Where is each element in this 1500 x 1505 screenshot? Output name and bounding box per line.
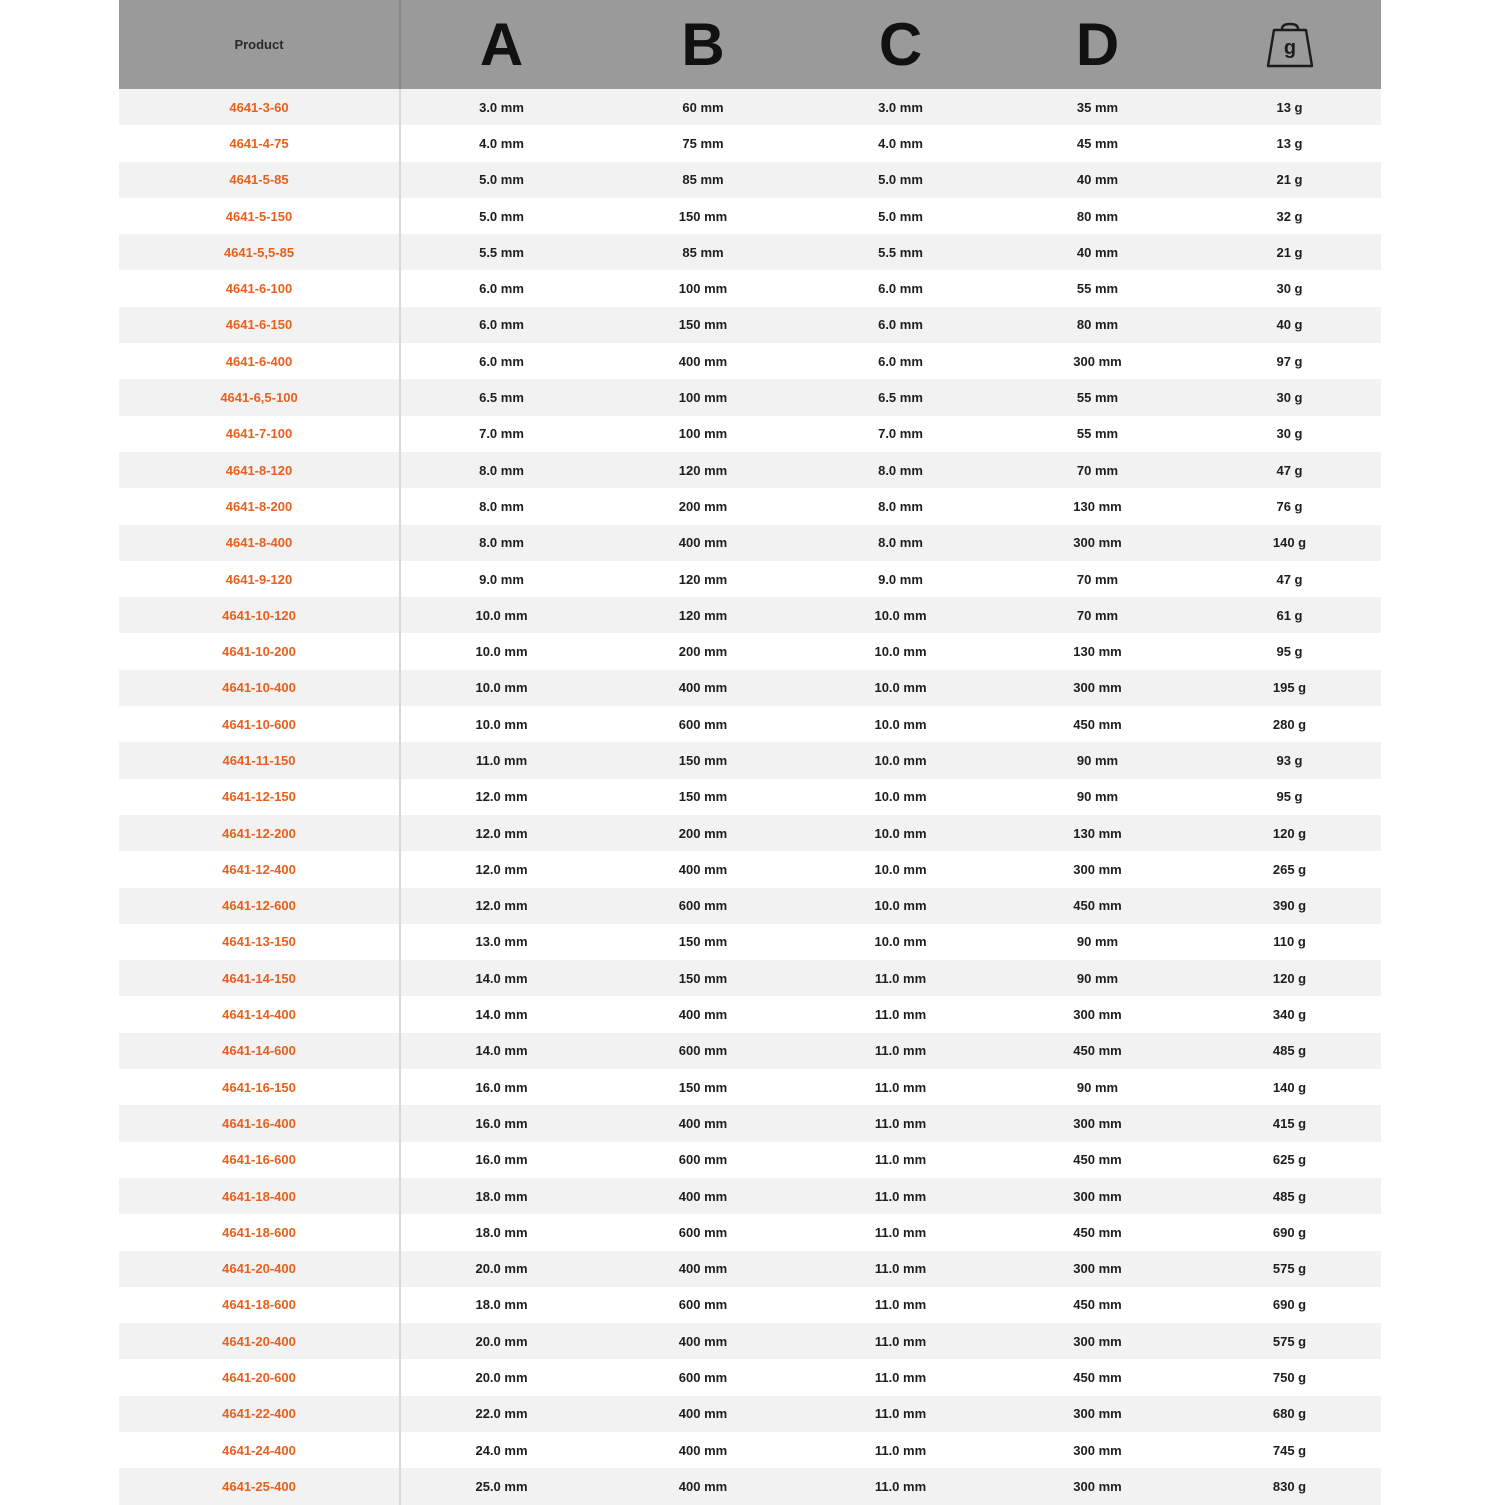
value-b: 400 mm	[602, 1468, 804, 1504]
table-row	[119, 1069, 1381, 1105]
table-row	[119, 815, 1381, 851]
header-a: A	[400, 0, 602, 89]
value-b: 600 mm	[602, 1287, 804, 1323]
value-a: 6.5 mm	[400, 379, 602, 415]
product-code[interactable]: 4641-16-600	[119, 1142, 400, 1178]
product-code[interactable]: 4641-6-150	[119, 307, 400, 343]
value-d: 300 mm	[997, 1468, 1198, 1504]
value-weight: 13 g	[1198, 125, 1381, 161]
value-weight: 575 g	[1198, 1251, 1381, 1287]
table-row	[119, 851, 1381, 887]
value-d: 70 mm	[997, 561, 1198, 597]
value-weight: 340 g	[1198, 996, 1381, 1032]
table-row	[119, 1033, 1381, 1069]
value-b: 200 mm	[602, 488, 804, 524]
value-a: 16.0 mm	[400, 1142, 602, 1178]
value-weight: 76 g	[1198, 488, 1381, 524]
product-code[interactable]: 4641-10-400	[119, 670, 400, 706]
product-code[interactable]: 4641-4-75	[119, 125, 400, 161]
value-d: 55 mm	[997, 416, 1198, 452]
value-weight: 140 g	[1198, 525, 1381, 561]
value-b: 400 mm	[602, 851, 804, 887]
table-row	[119, 1287, 1381, 1323]
table-row	[119, 1105, 1381, 1141]
value-b: 60 mm	[602, 89, 804, 125]
value-a: 11.0 mm	[400, 742, 602, 778]
value-weight: 21 g	[1198, 162, 1381, 198]
value-b: 85 mm	[602, 162, 804, 198]
value-d: 300 mm	[997, 851, 1198, 887]
value-b: 400 mm	[602, 1323, 804, 1359]
value-a: 16.0 mm	[400, 1069, 602, 1105]
value-weight: 625 g	[1198, 1142, 1381, 1178]
value-d: 300 mm	[997, 1396, 1198, 1432]
value-b: 400 mm	[602, 1432, 804, 1468]
header-weight	[1198, 0, 1381, 89]
value-weight: 575 g	[1198, 1323, 1381, 1359]
spec-table	[119, 0, 1381, 1505]
product-code[interactable]: 4641-18-600	[119, 1214, 400, 1250]
value-b: 400 mm	[602, 343, 804, 379]
value-d: 90 mm	[997, 1069, 1198, 1105]
value-a: 20.0 mm	[400, 1359, 602, 1395]
product-code[interactable]: 4641-5,5-85	[119, 234, 400, 270]
value-a: 3.0 mm	[400, 89, 602, 125]
product-code[interactable]: 4641-5-85	[119, 162, 400, 198]
product-code[interactable]: 4641-14-600	[119, 1033, 400, 1069]
value-b: 120 mm	[602, 561, 804, 597]
value-weight: 750 g	[1198, 1359, 1381, 1395]
value-d: 300 mm	[997, 1323, 1198, 1359]
value-weight: 110 g	[1198, 924, 1381, 960]
value-d: 450 mm	[997, 1287, 1198, 1323]
product-code[interactable]: 4641-6-100	[119, 270, 400, 306]
value-b: 85 mm	[602, 234, 804, 270]
product-code[interactable]: 4641-3-60	[119, 89, 400, 125]
table-row	[119, 1396, 1381, 1432]
value-c: 10.0 mm	[804, 670, 997, 706]
table-row	[119, 924, 1381, 960]
weight-icon-glyph: g	[1283, 36, 1296, 59]
product-code[interactable]: 4641-6,5-100	[119, 379, 400, 415]
table-row	[119, 125, 1381, 161]
header-d: D	[997, 0, 1198, 89]
value-weight: 47 g	[1198, 452, 1381, 488]
value-d: 90 mm	[997, 924, 1198, 960]
table-row	[119, 1359, 1381, 1395]
table-row	[119, 488, 1381, 524]
value-weight: 830 g	[1198, 1468, 1381, 1504]
value-b: 200 mm	[602, 815, 804, 851]
value-c: 11.0 mm	[804, 1359, 997, 1395]
value-c: 10.0 mm	[804, 706, 997, 742]
value-weight: 21 g	[1198, 234, 1381, 270]
value-b: 600 mm	[602, 706, 804, 742]
table-row	[119, 162, 1381, 198]
table-row	[119, 706, 1381, 742]
value-a: 16.0 mm	[400, 1105, 602, 1141]
value-c: 11.0 mm	[804, 1396, 997, 1432]
value-weight: 95 g	[1198, 779, 1381, 815]
value-weight: 93 g	[1198, 742, 1381, 778]
product-code[interactable]: 4641-10-200	[119, 633, 400, 669]
value-b: 600 mm	[602, 1359, 804, 1395]
value-b: 150 mm	[602, 924, 804, 960]
value-d: 45 mm	[997, 125, 1198, 161]
table-row	[119, 307, 1381, 343]
value-b: 100 mm	[602, 379, 804, 415]
value-a: 20.0 mm	[400, 1251, 602, 1287]
product-code[interactable]: 4641-8-200	[119, 488, 400, 524]
value-a: 12.0 mm	[400, 815, 602, 851]
header-c: C	[804, 0, 997, 89]
table-row	[119, 1432, 1381, 1468]
value-a: 20.0 mm	[400, 1323, 602, 1359]
product-code[interactable]: 4641-20-600	[119, 1359, 400, 1395]
product-code[interactable]: 4641-8-400	[119, 525, 400, 561]
value-c: 10.0 mm	[804, 597, 997, 633]
value-d: 40 mm	[997, 234, 1198, 270]
value-a: 8.0 mm	[400, 452, 602, 488]
table-row	[119, 742, 1381, 778]
table-row	[119, 343, 1381, 379]
value-c: 11.0 mm	[804, 1069, 997, 1105]
value-a: 7.0 mm	[400, 416, 602, 452]
value-c: 11.0 mm	[804, 996, 997, 1032]
value-d: 90 mm	[997, 960, 1198, 996]
value-b: 75 mm	[602, 125, 804, 161]
table-row	[119, 779, 1381, 815]
header-row	[119, 0, 1381, 89]
product-code[interactable]: 4641-6-400	[119, 343, 400, 379]
value-a: 22.0 mm	[400, 1396, 602, 1432]
table-row	[119, 1251, 1381, 1287]
product-code[interactable]: 4641-25-400	[119, 1468, 400, 1504]
value-a: 18.0 mm	[400, 1287, 602, 1323]
value-b: 400 mm	[602, 1178, 804, 1214]
product-code[interactable]: 4641-12-400	[119, 851, 400, 887]
value-weight: 415 g	[1198, 1105, 1381, 1141]
value-a: 18.0 mm	[400, 1214, 602, 1250]
value-weight: 690 g	[1198, 1287, 1381, 1323]
product-code[interactable]: 4641-16-150	[119, 1069, 400, 1105]
value-c: 9.0 mm	[804, 561, 997, 597]
value-c: 10.0 mm	[804, 779, 997, 815]
value-weight: 690 g	[1198, 1214, 1381, 1250]
value-weight: 30 g	[1198, 379, 1381, 415]
value-b: 150 mm	[602, 779, 804, 815]
value-c: 3.0 mm	[804, 89, 997, 125]
table-row	[119, 1468, 1381, 1504]
table-row	[119, 270, 1381, 306]
value-c: 10.0 mm	[804, 888, 997, 924]
product-code[interactable]: 4641-12-200	[119, 815, 400, 851]
value-b: 400 mm	[602, 525, 804, 561]
table-row	[119, 960, 1381, 996]
value-d: 300 mm	[997, 670, 1198, 706]
value-a: 5.0 mm	[400, 162, 602, 198]
value-c: 10.0 mm	[804, 742, 997, 778]
value-b: 400 mm	[602, 1396, 804, 1432]
value-b: 150 mm	[602, 742, 804, 778]
value-a: 13.0 mm	[400, 924, 602, 960]
value-d: 80 mm	[997, 198, 1198, 234]
table-row	[119, 597, 1381, 633]
value-weight: 120 g	[1198, 815, 1381, 851]
product-code[interactable]: 4641-16-400	[119, 1105, 400, 1141]
value-c: 6.5 mm	[804, 379, 997, 415]
value-weight: 32 g	[1198, 198, 1381, 234]
value-b: 150 mm	[602, 198, 804, 234]
value-c: 5.0 mm	[804, 162, 997, 198]
value-weight: 120 g	[1198, 960, 1381, 996]
value-c: 11.0 mm	[804, 1468, 997, 1504]
value-c: 11.0 mm	[804, 1432, 997, 1468]
table-row	[119, 379, 1381, 415]
value-weight: 13 g	[1198, 89, 1381, 125]
value-weight: 280 g	[1198, 706, 1381, 742]
product-code[interactable]: 4641-10-120	[119, 597, 400, 633]
value-d: 80 mm	[997, 307, 1198, 343]
value-a: 12.0 mm	[400, 779, 602, 815]
value-c: 4.0 mm	[804, 125, 997, 161]
product-code[interactable]: 4641-5-150	[119, 198, 400, 234]
value-d: 300 mm	[997, 343, 1198, 379]
value-weight: 390 g	[1198, 888, 1381, 924]
weight-icon	[1265, 21, 1315, 69]
product-code[interactable]: 4641-12-150	[119, 779, 400, 815]
value-weight: 195 g	[1198, 670, 1381, 706]
value-a: 8.0 mm	[400, 488, 602, 524]
value-weight: 485 g	[1198, 1178, 1381, 1214]
value-b: 120 mm	[602, 452, 804, 488]
value-c: 6.0 mm	[804, 343, 997, 379]
product-code[interactable]: 4641-13-150	[119, 924, 400, 960]
value-c: 10.0 mm	[804, 851, 997, 887]
value-d: 300 mm	[997, 1432, 1198, 1468]
value-b: 150 mm	[602, 960, 804, 996]
product-code[interactable]: 4641-20-400	[119, 1251, 400, 1287]
table-body	[119, 89, 1381, 1505]
value-d: 90 mm	[997, 779, 1198, 815]
value-d: 55 mm	[997, 270, 1198, 306]
table-row	[119, 888, 1381, 924]
value-c: 11.0 mm	[804, 960, 997, 996]
table-header	[119, 0, 1381, 89]
product-code[interactable]: 4641-22-400	[119, 1396, 400, 1432]
value-d: 70 mm	[997, 452, 1198, 488]
value-d: 450 mm	[997, 1359, 1198, 1395]
value-weight: 140 g	[1198, 1069, 1381, 1105]
table-row	[119, 1214, 1381, 1250]
value-c: 11.0 mm	[804, 1323, 997, 1359]
value-b: 400 mm	[602, 670, 804, 706]
table-row	[119, 561, 1381, 597]
table-row	[119, 452, 1381, 488]
product-code[interactable]: 4641-12-600	[119, 888, 400, 924]
value-c: 11.0 mm	[804, 1105, 997, 1141]
value-weight: 265 g	[1198, 851, 1381, 887]
value-d: 450 mm	[997, 706, 1198, 742]
value-d: 300 mm	[997, 1178, 1198, 1214]
value-b: 400 mm	[602, 996, 804, 1032]
value-a: 10.0 mm	[400, 670, 602, 706]
value-d: 55 mm	[997, 379, 1198, 415]
value-b: 100 mm	[602, 270, 804, 306]
value-c: 11.0 mm	[804, 1142, 997, 1178]
value-c: 7.0 mm	[804, 416, 997, 452]
product-code[interactable]: 4641-14-150	[119, 960, 400, 996]
value-c: 10.0 mm	[804, 633, 997, 669]
value-c: 8.0 mm	[804, 488, 997, 524]
value-weight: 97 g	[1198, 343, 1381, 379]
value-d: 130 mm	[997, 815, 1198, 851]
value-c: 5.0 mm	[804, 198, 997, 234]
value-a: 9.0 mm	[400, 561, 602, 597]
value-b: 100 mm	[602, 416, 804, 452]
table-row	[119, 1178, 1381, 1214]
table-row	[119, 89, 1381, 125]
value-a: 6.0 mm	[400, 343, 602, 379]
value-d: 40 mm	[997, 162, 1198, 198]
value-a: 12.0 mm	[400, 888, 602, 924]
value-d: 35 mm	[997, 89, 1198, 125]
value-a: 6.0 mm	[400, 307, 602, 343]
value-d: 450 mm	[997, 1033, 1198, 1069]
table-row	[119, 416, 1381, 452]
value-weight: 30 g	[1198, 270, 1381, 306]
value-a: 14.0 mm	[400, 996, 602, 1032]
value-d: 300 mm	[997, 1251, 1198, 1287]
value-b: 600 mm	[602, 888, 804, 924]
value-b: 600 mm	[602, 1142, 804, 1178]
value-a: 12.0 mm	[400, 851, 602, 887]
value-c: 6.0 mm	[804, 307, 997, 343]
value-b: 150 mm	[602, 307, 804, 343]
table-row	[119, 670, 1381, 706]
value-d: 90 mm	[997, 742, 1198, 778]
value-weight: 40 g	[1198, 307, 1381, 343]
value-d: 300 mm	[997, 525, 1198, 561]
value-a: 18.0 mm	[400, 1178, 602, 1214]
value-a: 5.0 mm	[400, 198, 602, 234]
product-code[interactable]: 4641-14-400	[119, 996, 400, 1032]
table-row	[119, 525, 1381, 561]
value-weight: 485 g	[1198, 1033, 1381, 1069]
value-d: 300 mm	[997, 1105, 1198, 1141]
table-row	[119, 1323, 1381, 1359]
table-row	[119, 234, 1381, 270]
table-row	[119, 198, 1381, 234]
product-code[interactable]: 4641-7-100	[119, 416, 400, 452]
value-c: 8.0 mm	[804, 452, 997, 488]
value-b: 600 mm	[602, 1214, 804, 1250]
product-code[interactable]: 4641-18-400	[119, 1178, 400, 1214]
value-d: 130 mm	[997, 633, 1198, 669]
table-row	[119, 633, 1381, 669]
value-c: 11.0 mm	[804, 1214, 997, 1250]
product-code[interactable]: 4641-20-400	[119, 1323, 400, 1359]
value-a: 6.0 mm	[400, 270, 602, 306]
value-weight: 680 g	[1198, 1396, 1381, 1432]
header-product: Product	[119, 0, 400, 89]
value-a: 10.0 mm	[400, 706, 602, 742]
product-code[interactable]: 4641-8-120	[119, 452, 400, 488]
value-a: 14.0 mm	[400, 960, 602, 996]
product-code[interactable]: 4641-18-600	[119, 1287, 400, 1323]
value-d: 70 mm	[997, 597, 1198, 633]
value-d: 450 mm	[997, 1214, 1198, 1250]
value-c: 11.0 mm	[804, 1251, 997, 1287]
value-weight: 30 g	[1198, 416, 1381, 452]
product-code[interactable]: 4641-10-600	[119, 706, 400, 742]
value-c: 11.0 mm	[804, 1178, 997, 1214]
value-weight: 61 g	[1198, 597, 1381, 633]
value-a: 14.0 mm	[400, 1033, 602, 1069]
value-d: 300 mm	[997, 996, 1198, 1032]
value-a: 10.0 mm	[400, 633, 602, 669]
value-weight: 95 g	[1198, 633, 1381, 669]
value-b: 400 mm	[602, 1251, 804, 1287]
value-c: 11.0 mm	[804, 1287, 997, 1323]
product-code[interactable]: 4641-11-150	[119, 742, 400, 778]
table-row	[119, 1142, 1381, 1178]
value-b: 200 mm	[602, 633, 804, 669]
value-a: 5.5 mm	[400, 234, 602, 270]
value-weight: 745 g	[1198, 1432, 1381, 1468]
value-d: 130 mm	[997, 488, 1198, 524]
header-b: B	[602, 0, 804, 89]
value-a: 24.0 mm	[400, 1432, 602, 1468]
value-a: 25.0 mm	[400, 1468, 602, 1504]
value-b: 150 mm	[602, 1069, 804, 1105]
value-d: 450 mm	[997, 888, 1198, 924]
table-row	[119, 996, 1381, 1032]
value-b: 600 mm	[602, 1033, 804, 1069]
product-code[interactable]: 4641-24-400	[119, 1432, 400, 1468]
value-a: 8.0 mm	[400, 525, 602, 561]
value-weight: 47 g	[1198, 561, 1381, 597]
value-c: 10.0 mm	[804, 815, 997, 851]
value-c: 8.0 mm	[804, 525, 997, 561]
value-b: 120 mm	[602, 597, 804, 633]
value-c: 5.5 mm	[804, 234, 997, 270]
value-b: 400 mm	[602, 1105, 804, 1141]
product-code[interactable]: 4641-9-120	[119, 561, 400, 597]
value-d: 450 mm	[997, 1142, 1198, 1178]
value-c: 10.0 mm	[804, 924, 997, 960]
value-a: 4.0 mm	[400, 125, 602, 161]
value-c: 11.0 mm	[804, 1033, 997, 1069]
value-c: 6.0 mm	[804, 270, 997, 306]
value-a: 10.0 mm	[400, 597, 602, 633]
